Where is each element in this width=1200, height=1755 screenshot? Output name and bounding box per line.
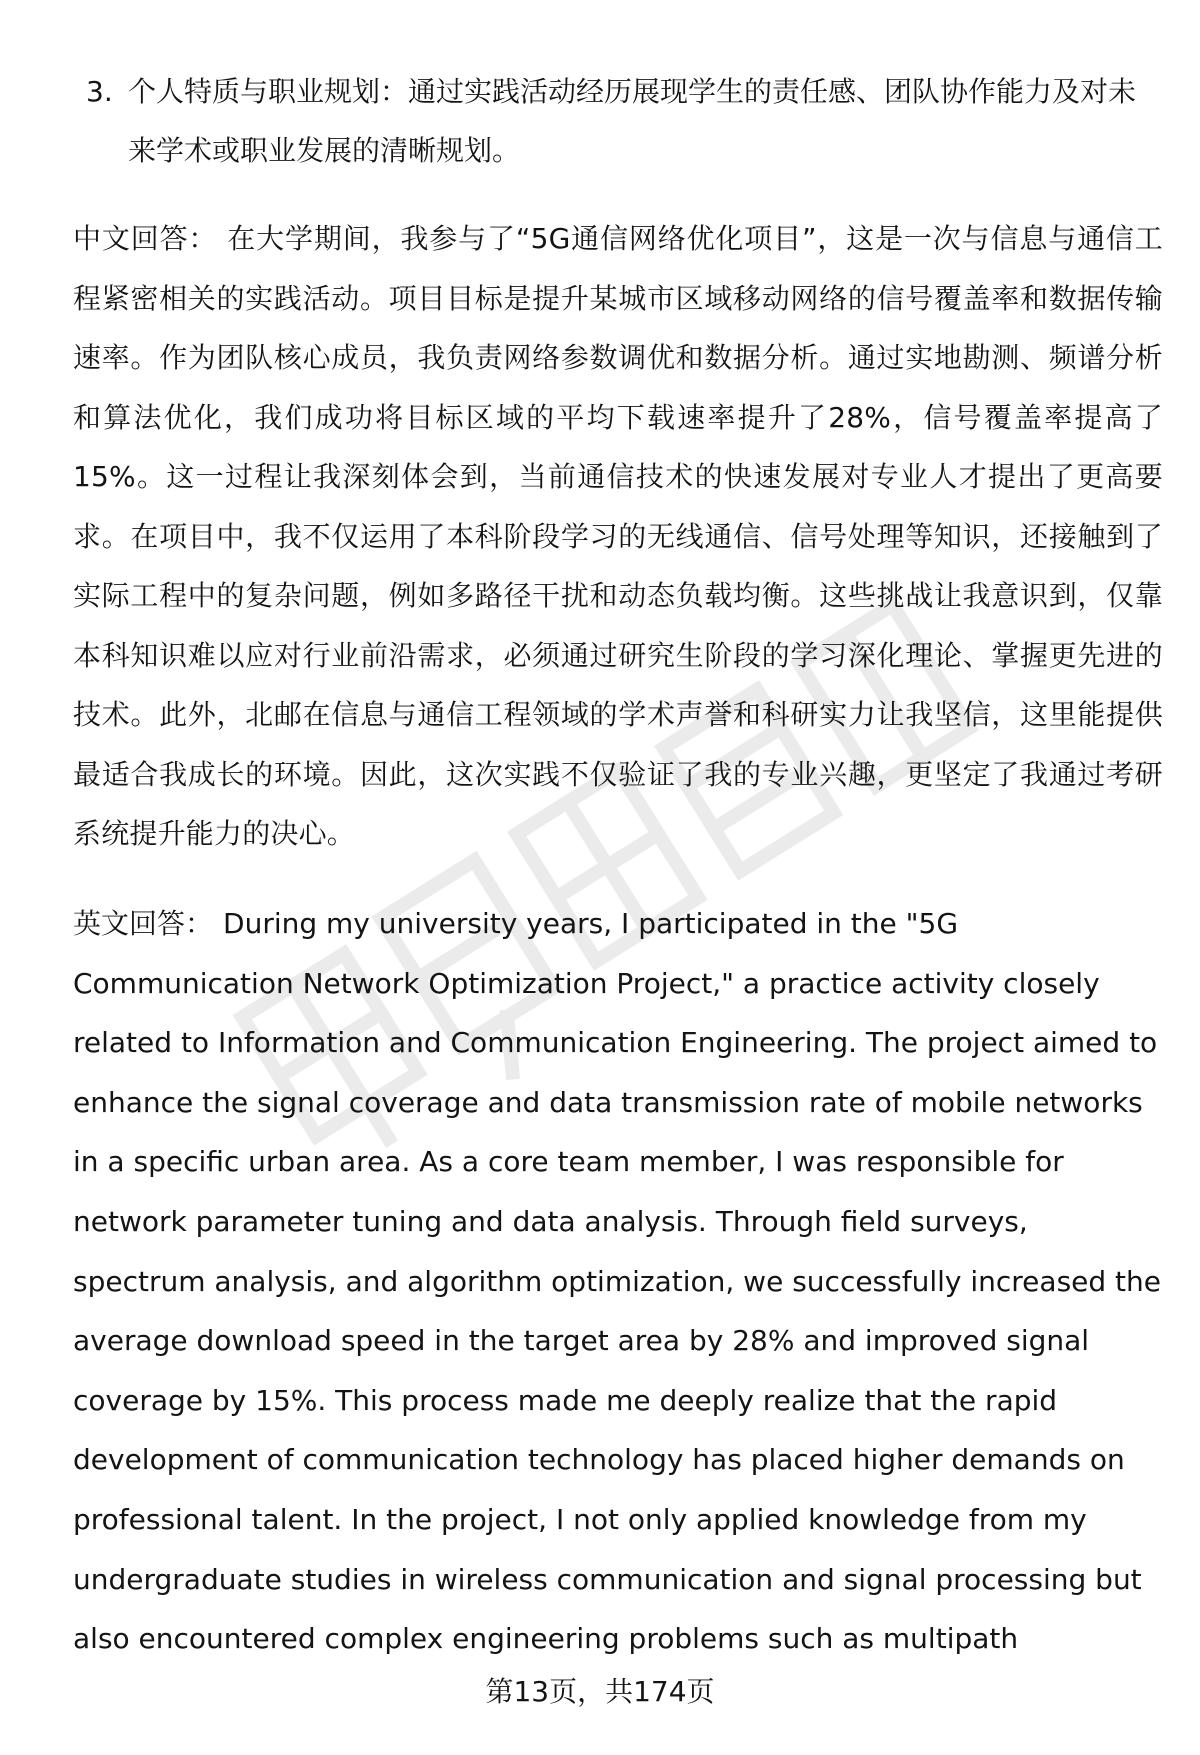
criteria-item-number: 3. bbox=[86, 75, 113, 108]
page-footer bbox=[0, 1672, 1200, 1712]
page-number-label: 第13页，共174页 bbox=[485, 1675, 715, 1708]
chinese-answer-text: 在大学期间，我参与了“5G通信网络优化项目”，这是一次与信息与通信工程紧密相关的实践活动。项目目标是提升某城市区域移动网络的信号覆盖率和数据传输速率。作为团队核心成员，我负责网络参数调优和数据分析。通过实地勘测、频谱分析和算法优化，我们成功将目标区域的平均下载速率提升了28%，信号覆盖率提高了15%。这一过程让我深刻体会到，当前通信技术的快速发展对专业人才提出了更高要求。在项目中，我不仅运用了本科阶段学习的无线通信、信号处理等知识，还接触到了实际工程中的复杂问题，例如多路径干扰和动态负载均衡。这些挑战让我意识到，仅靠本科知识难以应对行业前沿需求，必须通过研究生阶段的学习深化理论、掌握更先进的技术。此外，北邮在信息与通信工程领域的学术声誉和科研实力让我坚信，这里能提供最适合我成长的环境。因此，这次实践不仅验证了我的专业兴趣，更坚定了我通过考研系统提升能力的决心。 bbox=[73, 222, 1163, 850]
chinese-answer-paragraph bbox=[73, 209, 1163, 864]
english-answer-paragraph bbox=[73, 894, 1163, 1669]
criteria-item-3 bbox=[86, 62, 1156, 180]
english-answer-label: 英文回答： bbox=[73, 907, 214, 940]
chinese-answer-label: 中文回答： bbox=[73, 222, 218, 255]
criteria-item-text: 个人特质与职业规划：通过实践活动经历展现学生的责任感、团队协作能力及对未来学术或职业发展的清晰规划。 bbox=[128, 75, 1137, 167]
english-answer-text: During my university years, I participated in the "5G Communication Network Optimization Project," a practice activity closely related to Information and Communication Engineering. The project aimed to enhance the signal coverage and data transmission rate of mobile networks in a specific urban area. As a core team member, I was responsible for network parameter tuning and data analysis. Through field surveys, spectrum analysis, and algorithm optimization, we successfully increased the average download speed in the target area by 28% and improved signal coverage by 15%. This process made me deeply realize that the rapid development of communication technology has placed higher demands on professional talent. In the project, I not only applied knowledge from my undergraduate studies in wireless communication and signal processing but also encountered complex engineering problems such as multipath bbox=[73, 907, 1162, 1656]
